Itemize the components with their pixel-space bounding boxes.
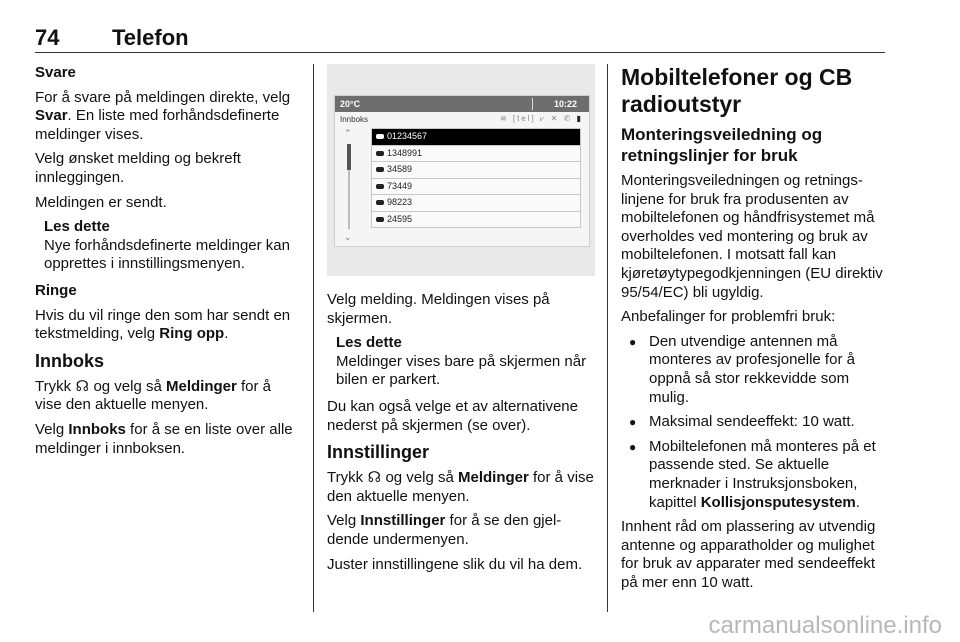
page-header [35, 24, 885, 53]
infotainment-display [334, 95, 590, 247]
advice-paragraph: Innhent råd om plassering av utvendig antenne og apparatholder og mulighet for bruk av apparater med sendeeffekt på mer enn 10 watt. [621, 518, 876, 591]
scrollbar-thumb[interactable] [347, 144, 351, 170]
section-subheading: Monteringsveiledning og retningslinjer for bruk [621, 125, 823, 165]
innstillinger-paragraph-2: Velg Innstillinger for å se den gjeldende undermenyen. [327, 512, 562, 548]
recommendations-intro: Anbefalinger for problemfri bruk: [621, 308, 836, 326]
svare-heading: Svare [35, 64, 76, 81]
temperature-readout: 20°C [340, 99, 361, 109]
alternatives-paragraph: Du kan også velge et av alternativene nederst på skjermen (se over). [327, 397, 578, 434]
innboks-paragraph-1: Trykk ☊ og velg så Meldinger for å vise den aktuelle menyen. [35, 377, 272, 414]
status-bar [335, 96, 589, 112]
page-number: 74 [35, 25, 60, 50]
scroll-down-arrow-icon[interactable]: ⌄ [344, 232, 352, 242]
battery-icon: ▮ [576, 114, 583, 123]
phone-menu-icon: ☊ [367, 469, 381, 487]
message-envelope-icon [376, 184, 384, 189]
list-item: ● Den utvendige antennen må monteres av profesjonelle for å oppnå så stor rekkevidde som mulig. [621, 333, 889, 407]
message-row[interactable]: 24595 [371, 212, 581, 229]
select-message-paragraph: Velg melding. Meldingen vises på skjermen. [327, 291, 550, 327]
page-title: Telefon [112, 25, 189, 50]
message-list [371, 128, 581, 228]
svare-paragraph-1: For å svare på meldingen direkte, velg Svar. En liste med forhåndsdefinerte meldinger vises. [35, 88, 291, 143]
message-row[interactable]: 73449 [371, 179, 581, 196]
message-envelope-icon [376, 167, 384, 172]
innstillinger-paragraph-1: Trykk ☊ og velg så Meldinger for å vise den aktuelle menyen. [327, 469, 594, 505]
note-box [327, 334, 595, 390]
column-right [621, 64, 889, 598]
ringe-paragraph: Hvis du vil ringe den som har sendt en tekstmelding, velg Ring opp. [35, 306, 291, 343]
message-envelope-icon [376, 217, 384, 222]
innstillinger-heading: Innstillinger [327, 442, 430, 463]
screen-title: Innboks [340, 115, 369, 124]
column-middle [327, 291, 595, 580]
section-title: Mobiltelefoner og CB radioutstyr [621, 64, 853, 117]
column-divider-right [607, 64, 608, 612]
message-row[interactable]: 01234567 [371, 128, 581, 146]
column-left [35, 64, 301, 464]
message-row[interactable]: 34589 [371, 162, 581, 179]
message-row[interactable]: 1348991 [371, 146, 581, 163]
note-box [35, 218, 301, 274]
message-envelope-icon [376, 200, 384, 205]
phone-menu-icon: ☊ [75, 377, 89, 395]
installation-paragraph: Monteringsveiledningen og retningslinjene for bruk fra produsenten av mobiltelefonen og håndfrisystemet må overholdes ved montering og bruk av mobiltelefonen. I motsatt fall kan kjøretøytypegodkjenningen (EU direktiv 95/54/EC) bli ugyldig. [621, 172, 883, 301]
svare-paragraph-3: Meldingen er sendt. [35, 193, 167, 211]
message-envelope-icon [376, 134, 384, 139]
note-label: Les dette [336, 334, 402, 352]
watermark: carmanualsonline.info [708, 612, 942, 639]
status-separator [532, 98, 533, 110]
innboks-heading: Innboks [35, 350, 105, 371]
recommendations-list [621, 333, 889, 512]
note-text: Meldinger vises bare på skjermen når bilen er parkert. [336, 352, 587, 389]
innstillinger-paragraph-3: Juster innstillingene slik du vil ha dem. [327, 555, 583, 573]
clock-readout: 10:22 [553, 99, 577, 109]
list-item: ● Maksimal sendeeffekt: 10 watt. [621, 413, 889, 432]
scroll-up-arrow-icon[interactable]: ⌃ [344, 128, 352, 138]
phone-status-icons: ≋ [tel] ⩗ ✕ ✆ ▮ [499, 114, 583, 123]
message-envelope-icon [376, 151, 384, 156]
note-label: Les dette [44, 218, 110, 236]
message-row[interactable]: 98223 [371, 195, 581, 212]
column-divider-left [313, 64, 314, 612]
innboks-paragraph-2: Velg Innboks for å se en liste over alle meldinger i innboksen. [35, 420, 293, 457]
list-item: ● Mobiltelefonen må monteres på et passende sted. Se aktuelle merknader i Instruksjonsboken, kapittel Kollisjonsputesystem. [621, 438, 889, 512]
svare-paragraph-2: Velg ønsket melding og bekreft innleggingen. [35, 150, 241, 186]
ringe-heading: Ringe [35, 281, 77, 299]
note-text: Nye forhåndsdefinerte meldinger kan opprettes i innstillingsmenyen. [44, 236, 290, 273]
inbox-screen-illustration [327, 64, 595, 276]
